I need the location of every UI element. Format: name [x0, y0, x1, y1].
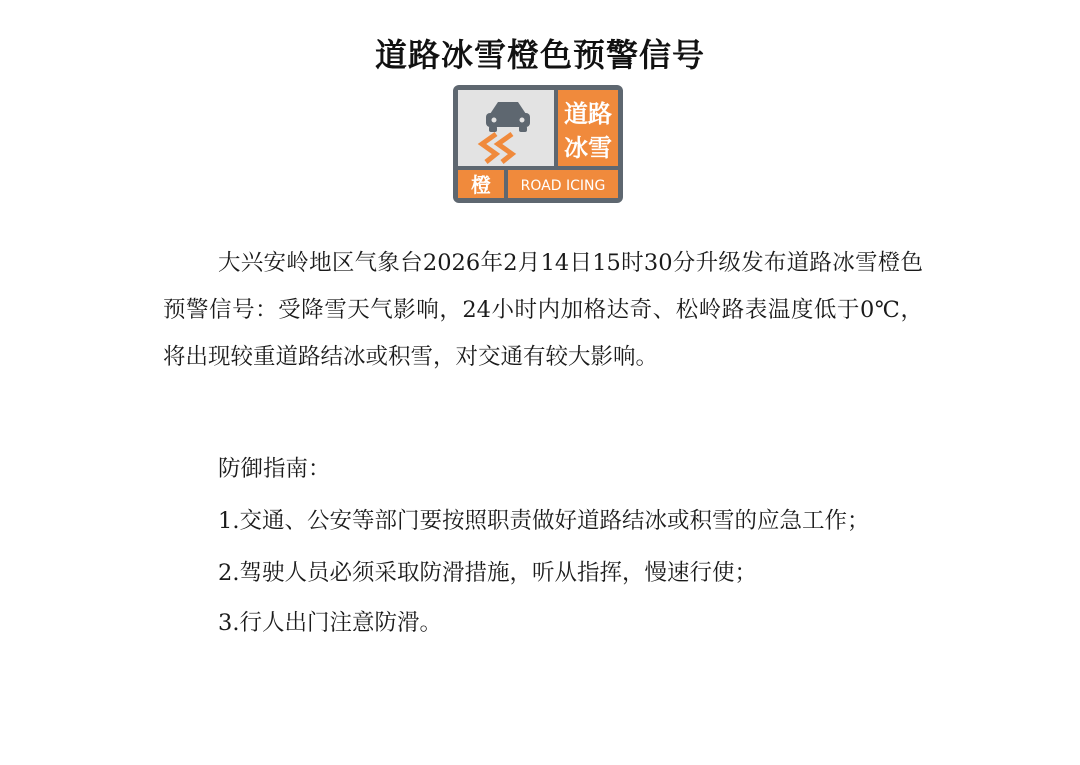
sign-icon-panel	[458, 90, 554, 166]
sign-level-char: 橙	[471, 173, 491, 197]
guide-item: 1.交通、公安等部门要按照职责做好道路结冰或积雪的应急工作；	[218, 508, 870, 534]
guide-item: 3.行人出门注意防滑。	[218, 610, 442, 636]
guide-heading: 防御指南：	[218, 456, 331, 482]
warning-sign-graphic	[452, 84, 624, 204]
sign-line1: 道路	[564, 100, 612, 128]
guide-item: 2.驾驶人员必须采取防滑措施，听从指挥，慢速行使；	[218, 560, 757, 586]
sign-english-label: ROAD ICING	[520, 178, 606, 194]
warning-paragraph: 大兴安岭地区气象台2026年2月14日15时30分升级发布道路冰雪橙色预警信号：受降雪天气影响，24小时内加格达奇、松岭路表温度低于0℃，将出现较重道路结冰或积雪，对交通有较大影响。	[163, 250, 923, 370]
guide-list	[163, 495, 923, 650]
sign-line2: 冰雪	[564, 134, 612, 162]
road-icing-warning-sign	[452, 84, 624, 204]
page-title: 道路冰雪橙色预警信号	[374, 36, 705, 74]
